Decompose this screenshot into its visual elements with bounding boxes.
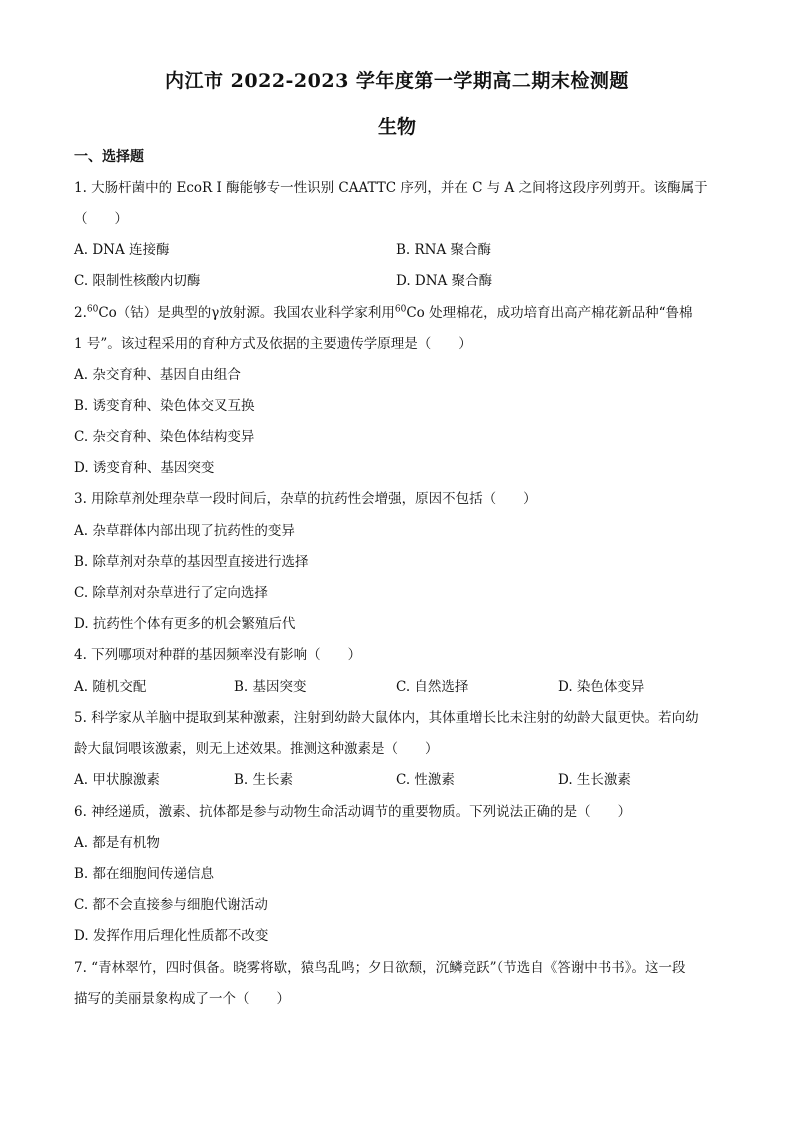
q4-option-c: C. 自然选择 — [396, 679, 469, 695]
q2-stem-part2: Co 处理棉花，成功培育出高产棉花新品种“鲁棉 — [406, 305, 693, 321]
q1-option-a: A. DNA 连接酶 — [74, 242, 170, 258]
q2-number: 2. — [74, 305, 87, 321]
q2-stem-part1: Co（钴）是典型的γ放射源。我国农业科学家利用 — [98, 305, 395, 321]
subject-title: 生物 — [377, 116, 416, 138]
q1-stem-line2: （ ） — [74, 211, 128, 227]
q5-option-d: D. 生长激素 — [558, 772, 631, 788]
q1-option-b: B. RNA 聚合酶 — [396, 242, 492, 258]
q1-option-d: D. DNA 聚合酶 — [396, 273, 493, 289]
q2-superscript-2: 60 — [394, 304, 407, 315]
q2-stem-line2: 1 号”。该过程采用的育种方式及依据的主要遗传学原理是（ ） — [74, 336, 472, 352]
q6-option-a: A. 都是有机物 — [74, 835, 160, 851]
q5-stem-line2: 龄大鼠饲喂该激素，则无上述效果。推测这种激素是（ ） — [74, 741, 439, 757]
q3-option-c: C. 除草剂对杂草进行了定向选择 — [74, 585, 268, 601]
q6-option-c: C. 都不会直接参与细胞代谢活动 — [74, 897, 268, 913]
q3-option-b: B. 除草剂对杂草的基因型直接进行选择 — [74, 554, 309, 570]
q2-option-b: B. 诱变育种、染色体交叉互换 — [74, 398, 255, 414]
section-heading: 一、选择题 — [74, 149, 144, 165]
q3-option-a: A. 杂草群体内部出现了抗药性的变异 — [74, 523, 295, 539]
q2-stem-line1 — [74, 301, 692, 321]
q3-option-d: D. 抗药性个体有更多的机会繁殖后代 — [74, 616, 296, 632]
q7-stem-line2: 描写的美丽景象构成了一个（ ） — [74, 991, 290, 1007]
q6-option-d: D. 发挥作用后理化性质都不改变 — [74, 928, 269, 944]
q3-stem-line1: 3. 用除草剂处理杂草一段时间后，杂草的抗药性会增强，原因不包括（ ） — [74, 491, 537, 507]
q4-stem-line1: 4. 下列哪项对种群的基因频率没有影响（ ） — [74, 647, 362, 663]
q1-stem-line1: 1. 大肠杆菌中的 EcoR I 酶能够专一性识别 CAATTC 序列，并在 C 与 A 之间将这段序列剪开。该酶属于 — [74, 180, 708, 196]
q4-option-a: A. 随机交配 — [74, 679, 147, 695]
q2-option-c: C. 杂交育种、染色体结构变异 — [74, 429, 255, 445]
q2-option-a: A. 杂交育种、基因自由组合 — [74, 367, 241, 383]
exam-title: 内江市 2022-2023 学年度第一学期高二期末检测题 — [165, 70, 629, 92]
q5-option-b: B. 生长素 — [234, 772, 294, 788]
q5-option-c: C. 性激素 — [396, 772, 455, 788]
q5-option-a: A. 甲状腺激素 — [74, 772, 160, 788]
q2-option-d: D. 诱变育种、基因突变 — [74, 460, 215, 476]
q5-stem-line1: 5. 科学家从羊脑中提取到某种激素，注射到幼龄大鼠体内，其体重增长比未注射的幼龄大鼠更快。若向幼 — [74, 710, 699, 726]
q6-option-b: B. 都在细胞间传递信息 — [74, 866, 215, 882]
q4-option-d: D. 染色体变异 — [558, 679, 645, 695]
q4-option-b: B. 基因突变 — [234, 679, 307, 695]
q1-option-c: C. 限制性核酸内切酶 — [74, 273, 201, 289]
q6-stem-line1: 6. 神经递质，激素、抗体都是参与动物生命活动调节的重要物质。下列说法正确的是（ ） — [74, 804, 632, 820]
q7-stem-line1: 7. “青林翠竹，四时俱备。晓雾将歇，猿鸟乱鸣；夕日欲颓，沉鳞竞跃”（节选自《答谢中书书》。这一段 — [74, 960, 686, 976]
q2-superscript-1: 60 — [86, 304, 99, 315]
